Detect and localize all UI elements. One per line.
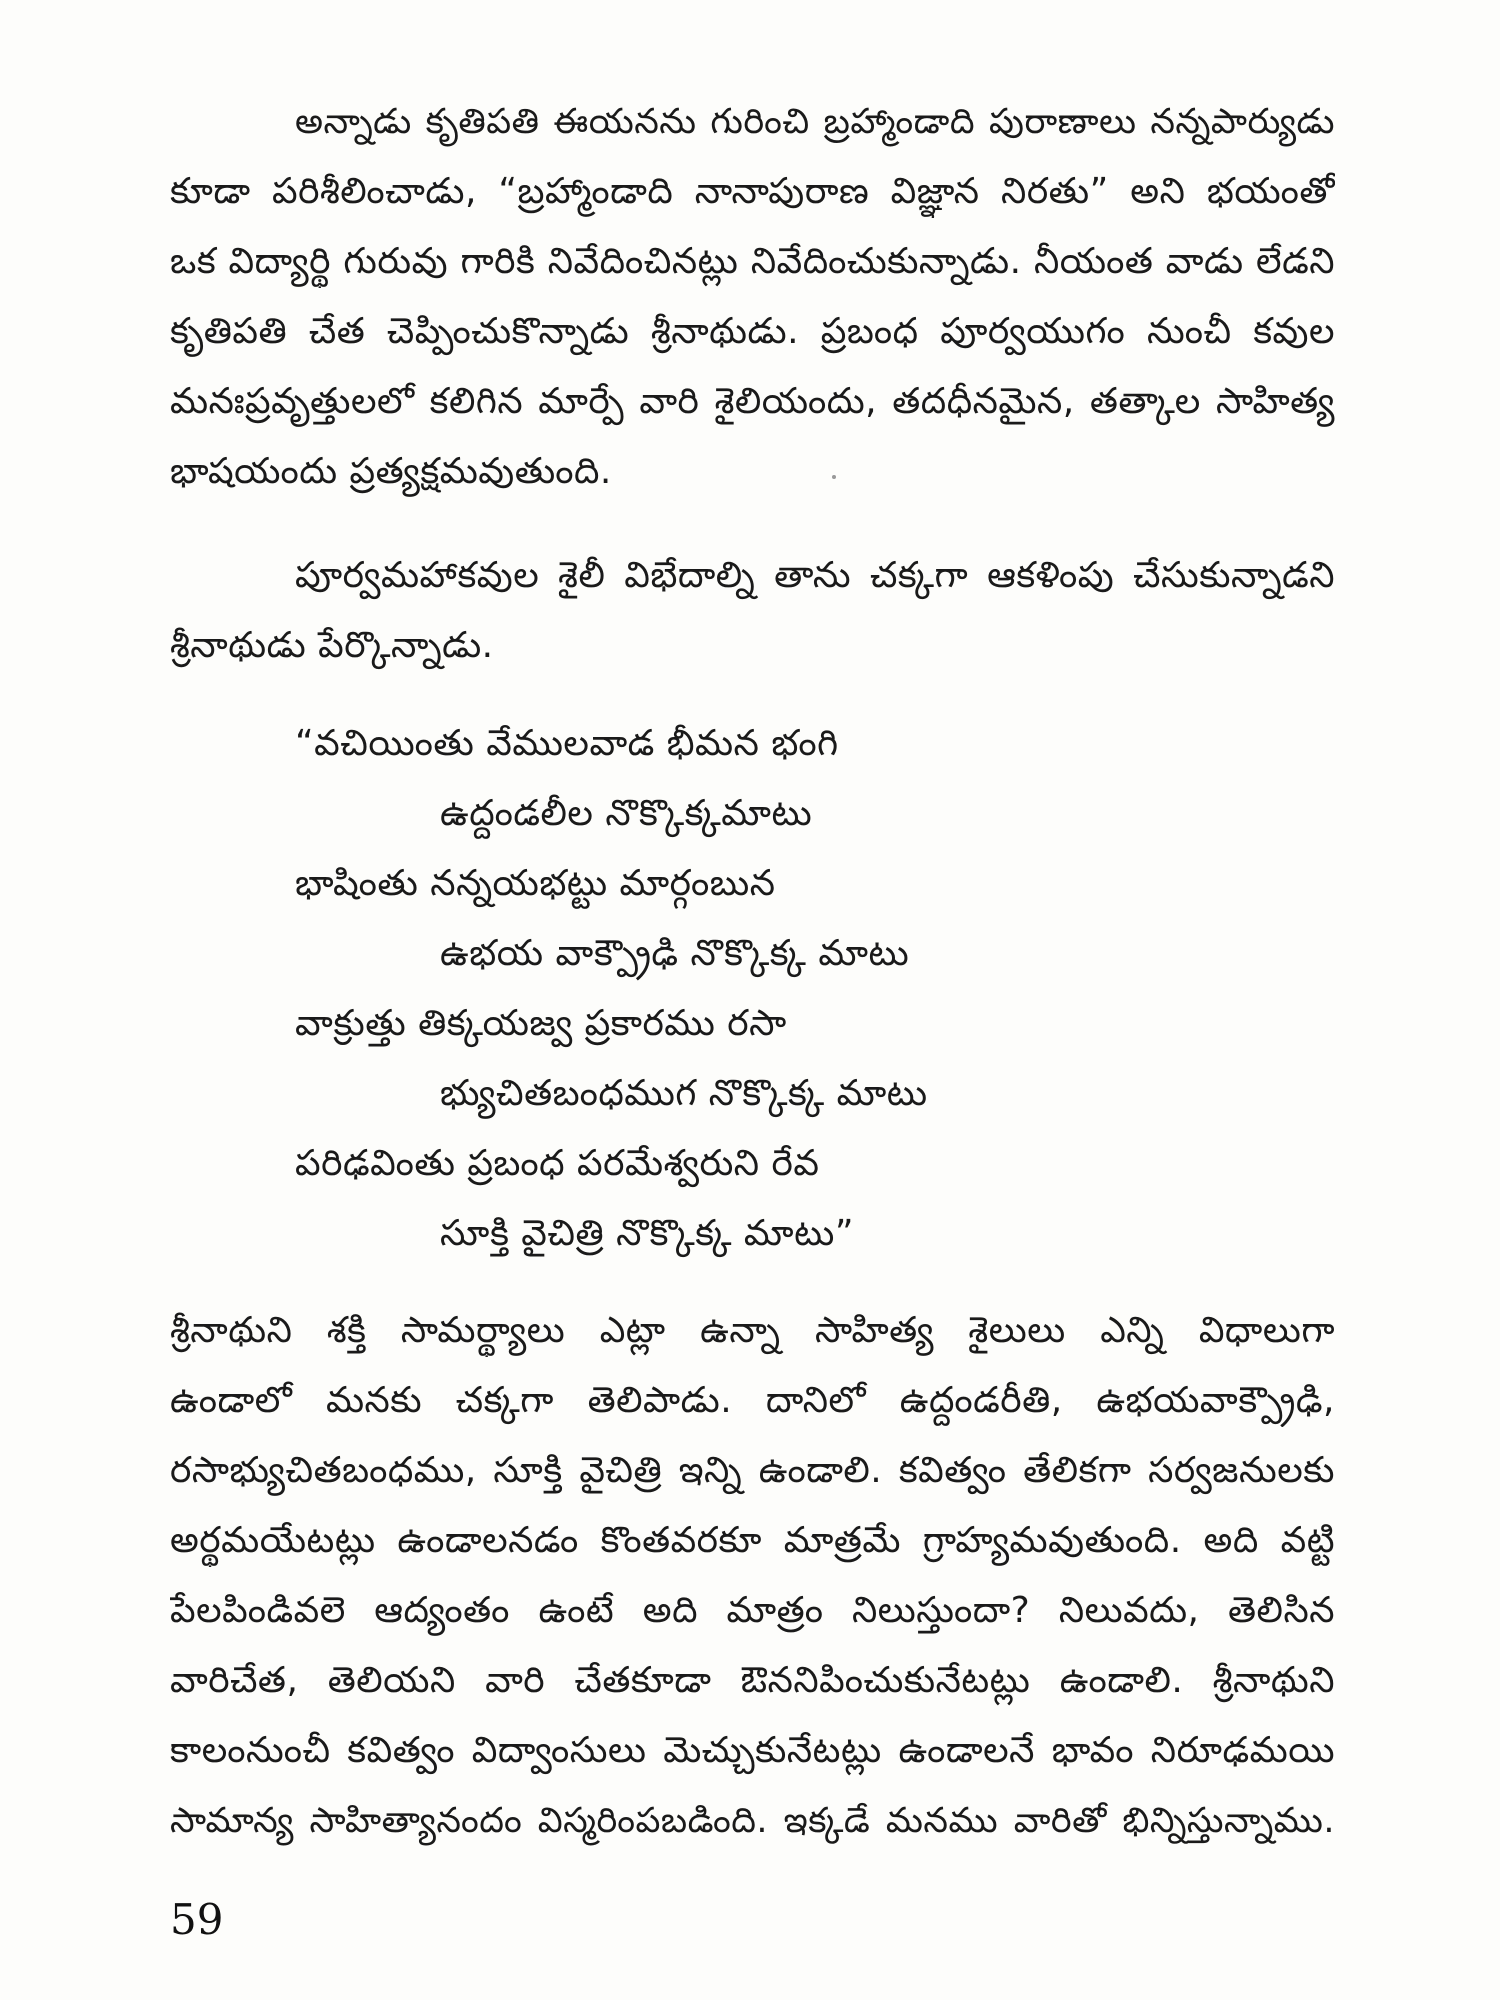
scan-speck [832,475,836,479]
paragraph1-line-3: ఒక విద్యార్థి గురువు గారికి నివేదించినట్లు నివేదించుకున్నాడు. నీయంత వాడు లేడని [170,241,1335,282]
paragraph3-line-1: శ్రీనాథుని శక్తి సామర్థ్యాలు ఎట్లా ఉన్నా సాహిత్య శైలులు ఎన్ని విధాలుగా [170,1310,1335,1351]
paragraph1-line-4: కృతిపతి చేత చెప్పించుకొన్నాడు శ్రీనాథుడు. ప్రబంధ పూర్వయుగం నుంచీ కవుల [170,311,1335,352]
paragraph1-line-2: కూడా పరిశీలించాడు, “బ్రహ్మాండాది నానాపురాణ విజ్ఞాన నిరతు” అని భయంతో [170,171,1335,212]
paragraph3-line-2: ఉండాలో మనకు చక్కగా తెలిపాడు. దానిలో ఉద్దండరీతి, ఉభయవాక్ప్రౌఢి, [170,1380,1335,1421]
paragraph3-line-5: పేలపిండివలె ఆద్యంతం ఉంటే అది మాత్రం నిలుస్తుందా? నిలువదు, తెలిసిన [170,1590,1335,1631]
paragraph3-line-7: కాలంనుంచీ కవిత్వం విద్వాంసులు మెచ్చుకునేటట్లు ఉండాలనే భావం నిరూఢమయి [170,1730,1335,1771]
paragraph3-line-6: వారిచేత, తెలియని వారి చేతకూడా ఔననిపించుకునేటట్లు ఉండాలి. శ్రీనాథుని [170,1660,1335,1701]
verse-line-2: ఉద్దండలీల నొక్కొక్కమాటు [440,793,813,834]
page-number: 59 [170,1895,224,1944]
verse-line-6: భ్యుచితబంధముగ నొక్కొక్క మాటు [440,1073,928,1114]
paragraph2-line-1: పూర్వమహాకవుల శైలీ విభేదాల్ని తాను చక్కగా ఆకళింపు చేసుకున్నాడని [295,555,1335,596]
verse-line-5: వాక్రుత్తు తిక్కయజ్వ ప్రకారము రసా [295,1003,787,1044]
paragraph1-line-5: మనఃప్రవృత్తులలో కలిగిన మార్పే వారి శైలియందు, తదధీనమైన, తత్కాల సాహిత్య [170,381,1335,422]
paragraph3-line-4: అర్థమయేటట్లు ఉండాలనడం కొంతవరకూ మాత్రమే గ్రాహ్యమవుతుంది. అది వట్టి [170,1520,1335,1561]
paragraph1-line-6: భాషయందు ప్రత్యక్షమవుతుంది. [170,451,612,492]
paragraph1-line-1: అన్నాడు కృతిపతి ఈయనను గురించి బ్రహ్మాండాది పురాణాలు నన్నపార్యుడు [295,102,1335,142]
paragraph2-line-2: శ్రీనాథుడు పేర్కొన్నాడు. [170,625,494,666]
verse-line-7: పరిఢవింతు ప్రబంధ పరమేశ్వరుని రేవ [295,1143,820,1184]
verse-line-3: భాషింతు నన్నయభట్టు మార్గంబున [295,863,776,904]
verse-line-1: “వచియింతు వేములవాడ భీమన భంగి [295,723,839,764]
paragraph3-line-8: సామాన్య సాహిత్యానందం విస్మరింపబడింది. ఇక్కడే మనము వారితో భిన్నిస్తున్నాము. [170,1801,1335,1841]
verse-line-8: సూక్తి వైచిత్రి నొక్కొక్క మాటు” [440,1213,854,1254]
paragraph3-line-3: రసాభ్యుచితబంధము, సూక్తి వైచిత్రి ఇన్ని ఉండాలి. కవిత్వం తేలికగా సర్వజనులకు [170,1450,1335,1491]
verse-line-4: ఉభయ వాక్ప్రౌఢి నొక్కొక్క మాటు [440,933,910,974]
